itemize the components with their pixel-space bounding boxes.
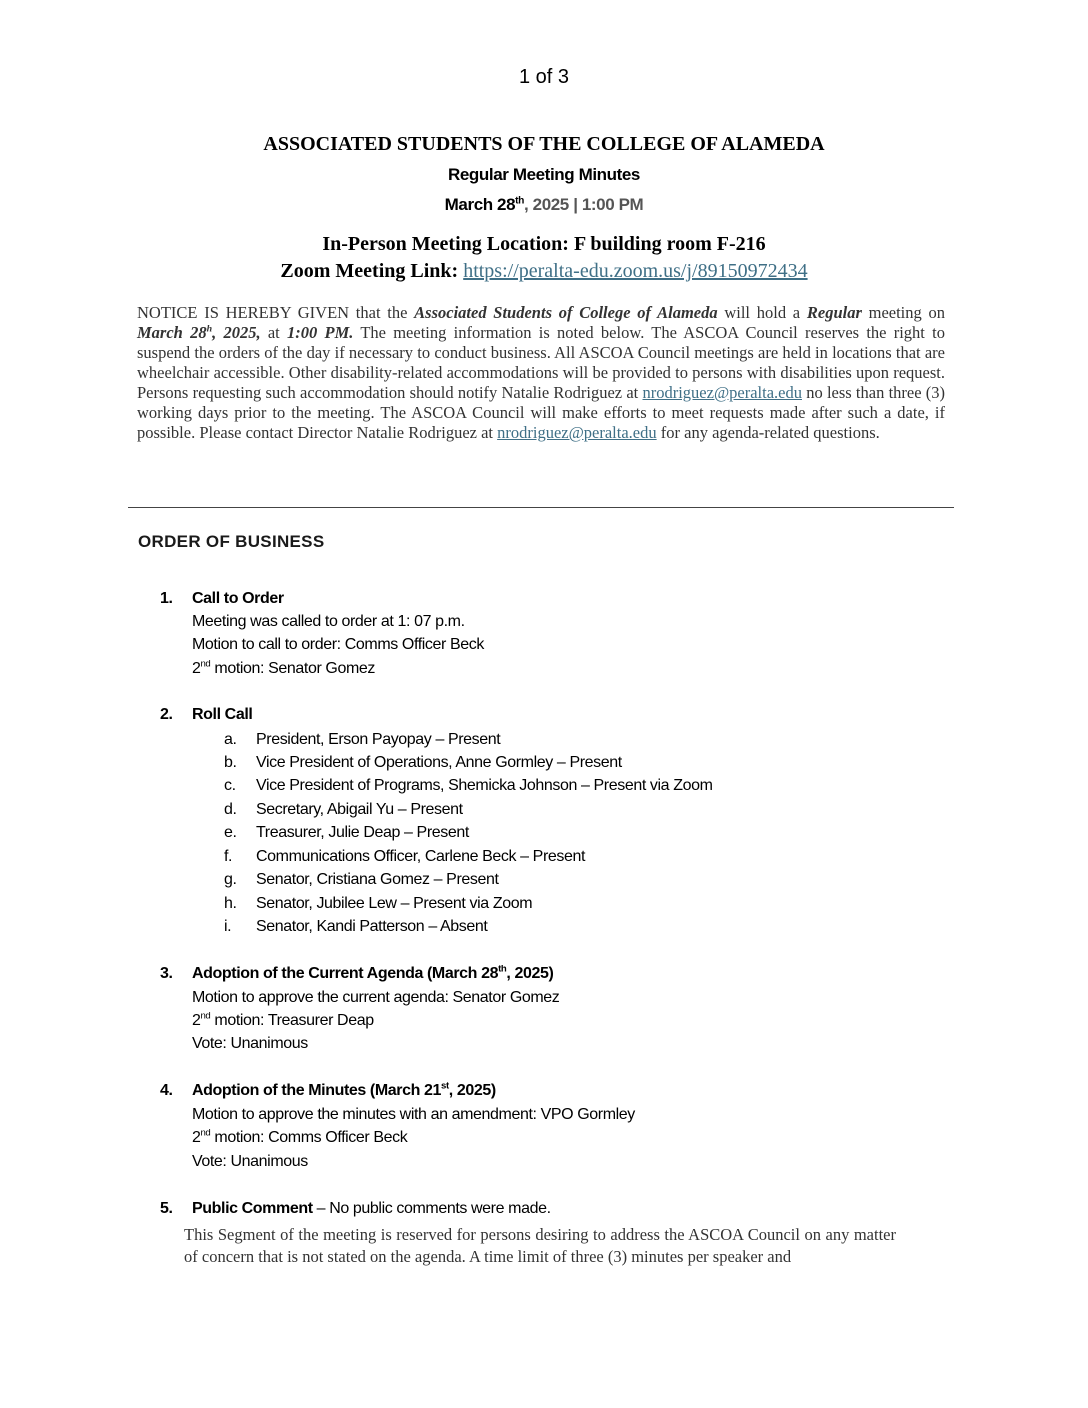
roll-text: Treasurer, Julie Deap – Present bbox=[256, 824, 469, 841]
roll-letter: i. bbox=[224, 918, 232, 935]
roll-letter: d. bbox=[224, 801, 237, 818]
item-line: Motion to approve the minutes with an amendment: VPO Gormley bbox=[192, 1106, 635, 1123]
roll-letter: h. bbox=[224, 895, 237, 912]
item-line-text: motion: Treasurer Deap bbox=[210, 1012, 374, 1029]
notice-org: Associated Students of College of Alameda bbox=[414, 303, 718, 322]
zoom-link[interactable]: https://peralta-edu.zoom.us/j/89150972434 bbox=[463, 260, 808, 282]
meeting-date-rest: , 2025 | 1:00 PM bbox=[524, 195, 644, 214]
item-heading-text: Public Comment bbox=[192, 1200, 313, 1217]
meeting-location: In-Person Meeting Location: F building room F-216 bbox=[322, 233, 766, 255]
ordinal-suffix: nd bbox=[200, 658, 211, 670]
ordinal-base: 2 bbox=[192, 1012, 201, 1029]
item-heading-note: – No public comments were made. bbox=[312, 1200, 551, 1217]
roll-text: Senator, Kandi Patterson – Absent bbox=[256, 918, 488, 935]
item-heading-text: Adoption of the Minutes (March 21 bbox=[192, 1082, 442, 1099]
ordinal-suffix: th bbox=[498, 963, 507, 975]
ordinal-suffix: nd bbox=[200, 1127, 211, 1139]
roll-letter: f. bbox=[224, 848, 233, 865]
roll-letter: e. bbox=[224, 824, 237, 841]
item-line: Vote: Unanimous bbox=[192, 1153, 308, 1170]
roll-letter: c. bbox=[224, 777, 236, 794]
notice-text: The meeting information is noted below. The ASCOA Council reserves the right to suspend the orders of the day if necessary to conduct business. All ASCOA Council meetings are held in locations that are wheelchair accessible. Other disability-related accommodations will be provided to persons with disabilities upon request. Persons requesting such accommodation should notify Natalie Rodriguez at bbox=[137, 323, 945, 402]
roll-letter: b. bbox=[224, 754, 237, 771]
notice-paragraph bbox=[137, 303, 945, 443]
notice-text: will hold a bbox=[717, 303, 807, 322]
ordinal-suffix: nd bbox=[200, 1010, 211, 1022]
notice-date-year: , 2025, bbox=[212, 323, 261, 342]
item-heading-text: , 2025) bbox=[448, 1082, 496, 1099]
item-line bbox=[192, 1129, 407, 1147]
ordinal-base: 2 bbox=[192, 660, 201, 677]
meeting-date-suffix: th bbox=[515, 195, 524, 207]
notice-text: at bbox=[260, 323, 287, 342]
item-number: 2. bbox=[160, 706, 173, 723]
roll-text: Vice President of Operations, Anne Gormley – Present bbox=[256, 754, 622, 771]
item-line bbox=[192, 660, 375, 678]
item-line: Motion to call to order: Comms Officer Beck bbox=[192, 636, 484, 653]
roll-text: Senator, Jubilee Lew – Present via Zoom bbox=[256, 895, 533, 912]
item-number: 3. bbox=[160, 965, 173, 982]
meeting-date bbox=[0, 195, 1088, 215]
order-of-business-heading: ORDER OF BUSINESS bbox=[138, 532, 325, 551]
notice-text: for any agenda-related questions. bbox=[656, 423, 880, 442]
notice-date-suffix: h bbox=[206, 323, 213, 335]
roll-text: President, Erson Payopay – Present bbox=[256, 731, 501, 748]
item-heading: Roll Call bbox=[192, 706, 253, 723]
zoom-line bbox=[0, 260, 1088, 283]
zoom-label: Zoom Meeting Link: bbox=[280, 260, 464, 282]
roll-text: Senator, Cristiana Gomez – Present bbox=[256, 871, 499, 888]
public-comment-description: This Segment of the meeting is reserved for persons desiring to address the ASCOA Council on any matter of concern that is not stated on the agenda. A time limit of three (3) minutes per speaker and bbox=[184, 1225, 896, 1266]
roll-letter: a. bbox=[224, 731, 237, 748]
horizontal-divider bbox=[128, 507, 954, 508]
notice-text: meeting on bbox=[861, 303, 945, 322]
email-link[interactable]: nrodriguez@peralta.edu bbox=[497, 423, 657, 442]
ordinal-suffix: st bbox=[441, 1080, 449, 1092]
item-number: 4. bbox=[160, 1082, 173, 1099]
email-link[interactable]: nrodriguez@peralta.edu bbox=[642, 383, 802, 402]
meeting-date-day: March 28 bbox=[444, 195, 516, 214]
item-line-text: motion: Comms Officer Beck bbox=[210, 1129, 408, 1146]
item-line: Meeting was called to order at 1: 07 p.m. bbox=[192, 613, 465, 630]
item-heading-text: Adoption of the Current Agenda (March 28 bbox=[192, 965, 499, 982]
roll-text: Secretary, Abigail Yu – Present bbox=[256, 801, 463, 818]
item-line-text: motion: Senator Gomez bbox=[210, 660, 375, 677]
item-heading-text: , 2025) bbox=[506, 965, 554, 982]
notice-date: March 28 bbox=[137, 323, 207, 342]
organization-title: ASSOCIATED STUDENTS OF THE COLLEGE OF ALAMEDA bbox=[263, 133, 825, 155]
notice-time: 1:00 PM. bbox=[287, 323, 354, 342]
notice-text: no less than three (3) working days prior to the meeting. The ASCOA Council will make efforts to meet requests made after such a date, if possible. Please contact Director Natalie Rodriguez at bbox=[137, 383, 946, 442]
item-line bbox=[192, 1012, 374, 1030]
item-line: Motion to approve the current agenda: Senator Gomez bbox=[192, 989, 560, 1006]
notice-regular: Regular bbox=[806, 303, 862, 322]
item-heading bbox=[192, 1200, 551, 1218]
item-heading bbox=[192, 965, 553, 983]
item-heading bbox=[192, 1082, 496, 1100]
ordinal-base: 2 bbox=[192, 1129, 201, 1146]
notice-text: NOTICE IS HEREBY GIVEN that the bbox=[137, 303, 415, 322]
item-number: 5. bbox=[160, 1200, 173, 1217]
item-number: 1. bbox=[160, 590, 173, 607]
roll-text: Vice President of Programs, Shemicka Johnson – Present via Zoom bbox=[256, 777, 713, 794]
roll-text: Communications Officer, Carlene Beck – Present bbox=[256, 848, 586, 865]
document-subtitle: Regular Meeting Minutes bbox=[448, 165, 640, 184]
item-line: Vote: Unanimous bbox=[192, 1035, 308, 1052]
page-number: 1 of 3 bbox=[518, 66, 570, 88]
item-heading: Call to Order bbox=[192, 590, 284, 607]
roll-letter: g. bbox=[224, 871, 237, 888]
